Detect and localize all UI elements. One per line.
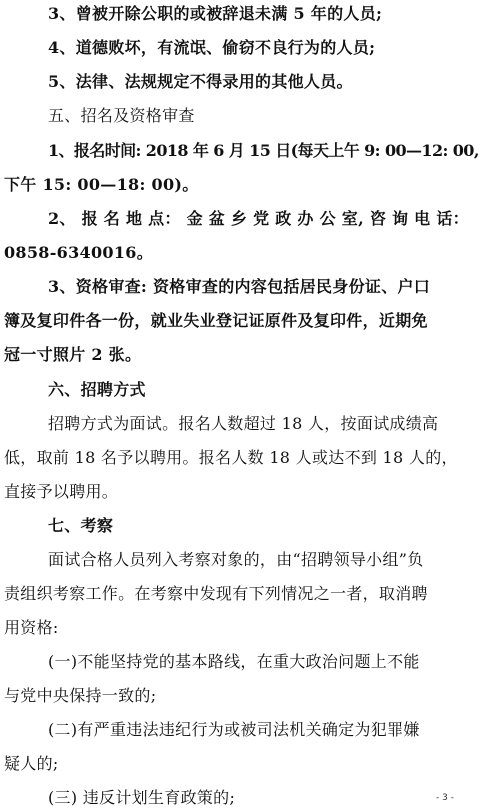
text-line: 招聘方式为面试。报名人数超过 18 人，按面试成绩高	[48, 414, 439, 433]
text-line: 责组织考察工作。在考察中发现有下列情况之一者，取消聘	[4, 584, 428, 603]
text-line: (二)有严重违法违纪行为或被司法机关确定为犯罪嫌	[48, 720, 420, 739]
section-heading: 七、考察	[48, 516, 114, 535]
text-line: 下午 15: 00—18: 00)。	[4, 175, 199, 194]
text-line: 面试合格人员列入考察对象的，由“招聘领导小组”负	[48, 550, 424, 569]
text-line: 0858-6340016。	[4, 243, 154, 262]
text-line: 用资格:	[4, 618, 59, 637]
page-number: - 3 -	[436, 793, 454, 803]
text-line: 疑人的;	[4, 754, 59, 773]
text-line: 低，取前 18 名予以聘用。报名人数 18 人或达不到 18 人的，	[4, 448, 458, 467]
text-line: 2、 报 名 地 点： 金 盆 乡 党 政 办 公 室, 咨 询 电 话：	[48, 209, 469, 228]
text-line: 4、道德败坏，有流氓、偷窃不良行为的人员;	[48, 38, 376, 57]
text-line: 3、资格审查: 资格审查的内容包括居民身份证、户口	[48, 277, 431, 296]
section-heading: 五、招名及资格审查	[48, 106, 195, 125]
text-line: 1、报名时间: 2018 年 6 月 15 日(每天上午 9: 00—12: 00,	[48, 141, 479, 160]
text-line: 5、法律、法规规定不得录用的其他人员。	[48, 72, 353, 91]
text-line: 与党中央保持一致的;	[4, 686, 157, 705]
text-line: 直接予以聘用。	[4, 482, 119, 501]
text-line: (一)不能坚持党的基本路线，在重大政治问题上不能	[48, 652, 420, 671]
section-heading: 六、招聘方式	[48, 380, 146, 399]
text-line: (三) 违反计划生育政策的;	[48, 788, 236, 807]
text-line: 3、曾被开除公职的或被辞退未满 5 年的人员;	[48, 4, 383, 23]
text-line: 簿及复印件各一份，就业失业登记证原件及复印件，近期免	[4, 311, 428, 330]
text-line: 冠一寸照片 2 张。	[4, 345, 142, 364]
